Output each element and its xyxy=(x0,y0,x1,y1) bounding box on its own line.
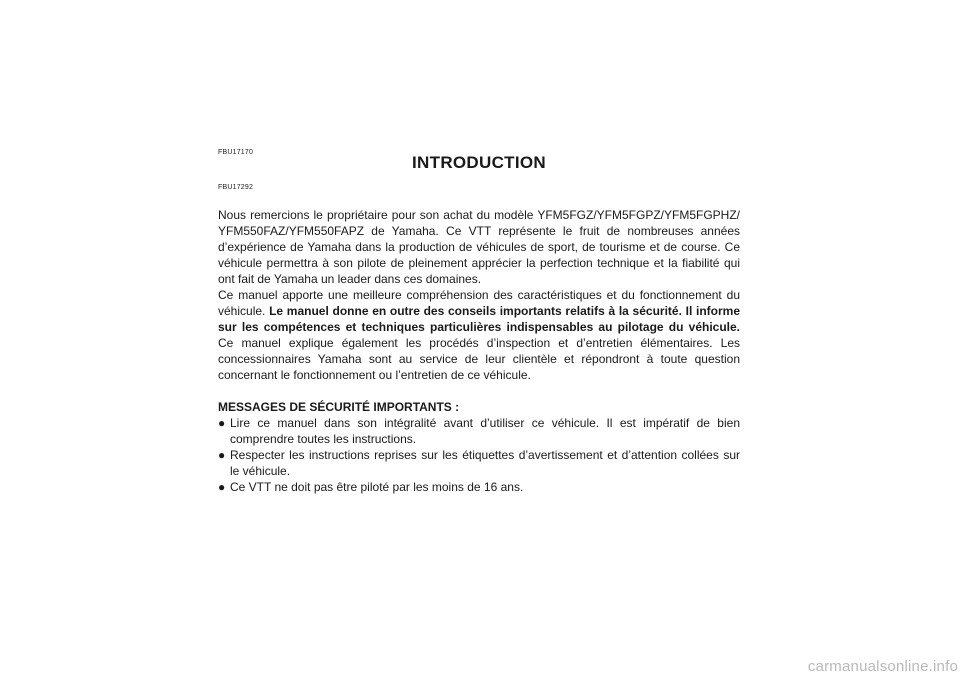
manual-paragraph-text-2: Ce manuel explique également les procédés d’inspection et d’entretien élémentaires. Les concessionnaires Yamaha sont au service de leur clientèle et répondront à toute question concernant le fonctionnement ou l’entretien de ce véhicule. xyxy=(218,336,740,382)
watermark: carmanualsonline.info xyxy=(807,658,958,675)
manual-paragraph xyxy=(218,287,740,383)
page-title: INTRODUCTION xyxy=(412,153,546,172)
safety-emphasis-text: Le manuel donne en outre des conseils importants relatifs à la sécurité. Il informe sur les compétences et techniques particulières indispensables au pilotage du véhicule. xyxy=(218,304,740,334)
list-item xyxy=(218,447,740,479)
spacer xyxy=(218,383,740,399)
intro-paragraph: Nous remercions le propriétaire pour son achat du modèle YFM5FGZ/YFM5FGPZ/YFM5FGPHZ/ YFM550FAZ/YFM550FAPZ de Yamaha. Ce VTT représente le fruit de nombreuses années d’expérience de Yamaha dans la production de véhicules de sport, de tourisme et de course. Ce véhicule permettra à son pilote de pleinement apprécier la perfection technique et la fiabilité qui ont fait de Yamaha un leader dans ces domaines. xyxy=(218,208,740,286)
bullet-icon: ● xyxy=(218,480,226,494)
body-text xyxy=(218,207,740,495)
list-item-text: Ce VTT ne doit pas être piloté par les moins de 16 ans. xyxy=(230,480,524,494)
safety-heading: MESSAGES DE SÉCURITÉ IMPORTANTS : xyxy=(218,400,460,414)
safety-list xyxy=(218,415,740,495)
list-item-text: Lire ce manuel dans son intégralité avant d’utiliser ce véhicule. Il est impératif de bien comprendre toutes les instructions. xyxy=(230,416,740,446)
section-code: FBU17170 xyxy=(218,149,254,156)
manual-paragraph-text: Ce manuel apporte une meilleure compréhension des caractéristiques et du fonctionnement du véhicule. xyxy=(218,288,740,318)
bullet-icon: ● xyxy=(218,448,226,462)
list-item xyxy=(218,415,740,447)
list-item-text: Respecter les instructions reprises sur les étiquettes d’avertissement et d’attention collées sur le véhicule. xyxy=(230,448,740,478)
bullet-icon: ● xyxy=(218,416,226,430)
list-item xyxy=(218,479,740,495)
section-code: FBU17292 xyxy=(218,184,254,191)
